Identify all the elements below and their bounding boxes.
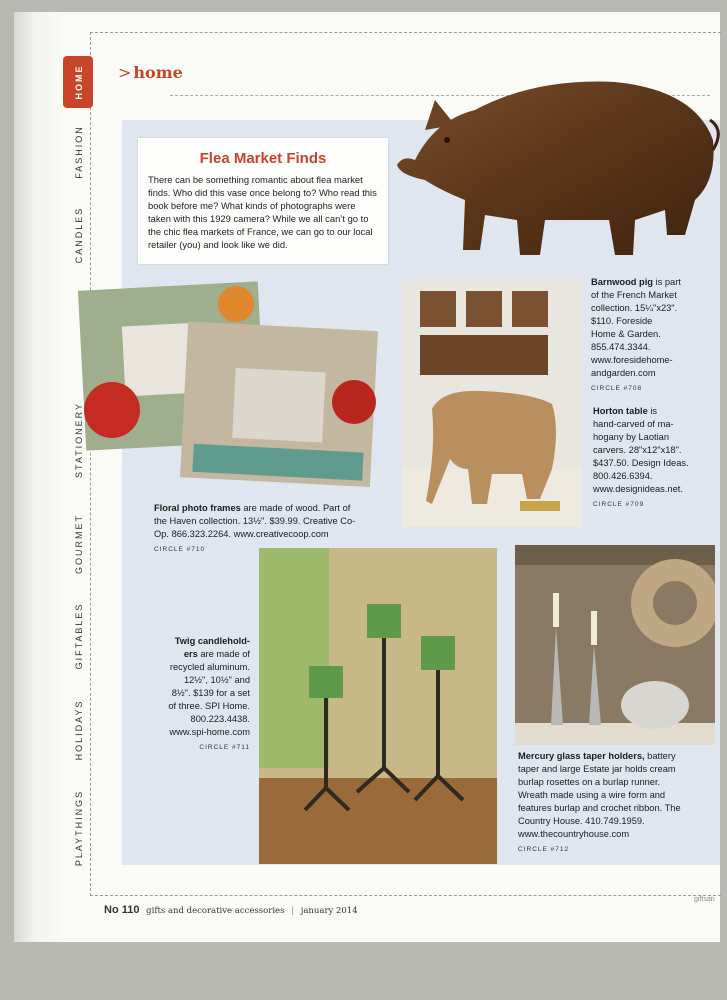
caption-frames-line-3: Op. 866.323.2264. www.creativecoop.com	[154, 529, 329, 539]
caption-twig-candleholders	[150, 635, 250, 754]
wreath-center	[653, 581, 697, 625]
wall-tile-2	[466, 291, 502, 327]
caption-table-line-7: www.designideas.net.	[593, 484, 683, 494]
window-greenery	[259, 548, 329, 768]
caption-twig-line-1: are made of	[197, 649, 250, 659]
caption-frames-circle: CIRCLE #710	[154, 546, 206, 553]
footer-separator: |	[291, 906, 295, 916]
caption-horton-table	[593, 405, 718, 511]
nav-item-giftables[interactable]: GIFTABLES	[74, 602, 84, 670]
footer-url: giftsan	[694, 896, 715, 903]
intro-body: There can be something romantic about flea market finds. Who did this vase once belong to? Who read this book before me? What kinds of photographs were taken with this 1929 camera? While we all can’t go to the chic flea markets of France, we can go to our local retailer (you) and look like we did.	[148, 174, 377, 250]
flower-orange	[218, 286, 254, 322]
caption-twig-line-2: recycled aluminum.	[169, 662, 250, 672]
caption-twig-line-5: of three. SPI Home.	[168, 701, 250, 711]
caption-mercury-line-5: features burlap and crochet ribbon. The	[518, 803, 681, 813]
mercury-glass-photo	[515, 545, 715, 745]
caption-twig-line-3: 12½", 10½" and	[183, 675, 250, 685]
caption-twig-line-4: 8½". $139 for a set	[171, 688, 250, 698]
caption-twig-name: Twig candlehold-	[174, 636, 250, 646]
caption-pig-name: Barnwood pig	[591, 277, 653, 287]
caption-mercury-line-3: burlap rosettes on a burlap runner.	[518, 777, 661, 787]
caption-frames-line-2: the Haven collection. 13½". $39.99. Creative Co-	[154, 516, 356, 526]
taper-candle-right	[591, 611, 597, 645]
caption-pig-line-7: www.foresidehome-	[591, 355, 673, 365]
caption-table-circle: CIRCLE #709	[593, 501, 645, 508]
pig-body-shape	[397, 82, 714, 255]
horton-table-photo	[402, 279, 582, 527]
flower-red-large	[84, 382, 140, 438]
caption-mercury-line-6: Country House. 410.749.1959.	[518, 816, 645, 826]
frame-back-photo	[122, 323, 196, 397]
caption-table-line-4: carvers. 28"x12"x18".	[593, 445, 682, 455]
nav-item-stationery[interactable]: STATIONERY	[74, 401, 84, 479]
caption-barnwood-pig	[591, 276, 716, 395]
caption-pig-line-4: $110. Foreside	[591, 316, 653, 326]
page-number: No 110	[104, 904, 140, 916]
candle-tall	[367, 604, 401, 638]
intro-title: Flea Market Finds	[199, 150, 327, 167]
wall-panel	[420, 335, 548, 375]
caption-mercury-circle: CIRCLE #712	[518, 846, 570, 853]
caption-pig-line-6: 855.474.3344.	[591, 342, 651, 352]
nav-item-playthings[interactable]: PLAYTHINGS	[74, 789, 84, 867]
nav-item-fashion[interactable]: FASHION	[74, 125, 84, 179]
pig-ear-shape	[425, 100, 455, 130]
publication-name: gifts and decorative accessories	[146, 906, 285, 916]
nav-item-candles[interactable]: CANDLES	[74, 206, 84, 264]
caption-pig-line-5: Home & Garden.	[591, 329, 661, 339]
caption-twig-line-6: 800.223.4438.	[190, 714, 250, 724]
caption-pig-line-2: of the French Market	[591, 290, 677, 300]
caption-table-line-1: is	[647, 406, 658, 416]
books-stack	[520, 501, 560, 511]
flower-red-right	[332, 380, 376, 424]
pig-eye-shape	[444, 137, 450, 143]
caption-table-line-5: $437.50. Design Ideas.	[593, 458, 689, 468]
caption-table-line-6: 800.426.6394.	[593, 471, 653, 481]
caption-twig-name-2: ers	[183, 649, 198, 659]
caption-mercury-glass	[518, 750, 718, 856]
table-surface	[259, 778, 497, 864]
caption-frames-name: Floral photo frames	[154, 503, 241, 513]
caption-twig-circle: CIRCLE #711	[199, 744, 250, 751]
candle-right	[421, 636, 455, 670]
caption-pig-line-8: andgarden.com	[591, 368, 656, 378]
caption-frames-line-1: are made of wood. Part of	[240, 503, 351, 513]
frame-front-photo	[232, 368, 326, 443]
nav-item-gourmet[interactable]: GOURMET	[74, 514, 84, 574]
section-title-text: home	[133, 63, 183, 82]
nav-item-home[interactable]: HOME	[74, 64, 84, 100]
barnwood-pig-photo	[395, 60, 720, 265]
candle-left	[309, 666, 343, 698]
page-footer	[104, 904, 358, 916]
caption-table-line-2: hand-carved of ma-	[593, 419, 674, 429]
caption-mercury-line-7: www.thecountryhouse.com	[518, 829, 630, 839]
caption-floral-frames	[154, 502, 394, 556]
caption-pig-line-1: is part	[652, 277, 681, 287]
caption-mercury-line-1: battery	[644, 751, 676, 761]
floral-frames-photo	[76, 280, 378, 490]
chevron-icon: >	[118, 63, 132, 82]
page-spine-shadow	[14, 12, 64, 942]
twig-candleholders-photo	[259, 548, 497, 864]
estate-jar	[621, 681, 689, 729]
burlap-runner	[515, 723, 715, 745]
section-title	[118, 63, 183, 82]
caption-mercury-line-2: taper and large Estate jar holds cream	[518, 764, 676, 774]
caption-table-name: Horton table	[593, 406, 648, 416]
wall-tile-1	[420, 291, 456, 327]
wall-tile-3	[512, 291, 548, 327]
caption-mercury-name: Mercury glass taper holders,	[518, 751, 645, 761]
caption-pig-circle: CIRCLE #708	[591, 385, 643, 392]
caption-table-line-3: hogany by Laotian	[593, 432, 669, 442]
nav-item-holidays[interactable]: HOLIDAYS	[74, 699, 84, 761]
caption-twig-line-7: www.spi-home.com	[169, 727, 250, 737]
issue-date: january 2014	[300, 906, 358, 916]
caption-mercury-line-4: Wreath made using a wire form and	[518, 790, 666, 800]
taper-candle-left	[553, 593, 559, 627]
intro-box	[138, 138, 388, 264]
caption-pig-line-3: collection. 15¼"x23".	[591, 303, 678, 313]
